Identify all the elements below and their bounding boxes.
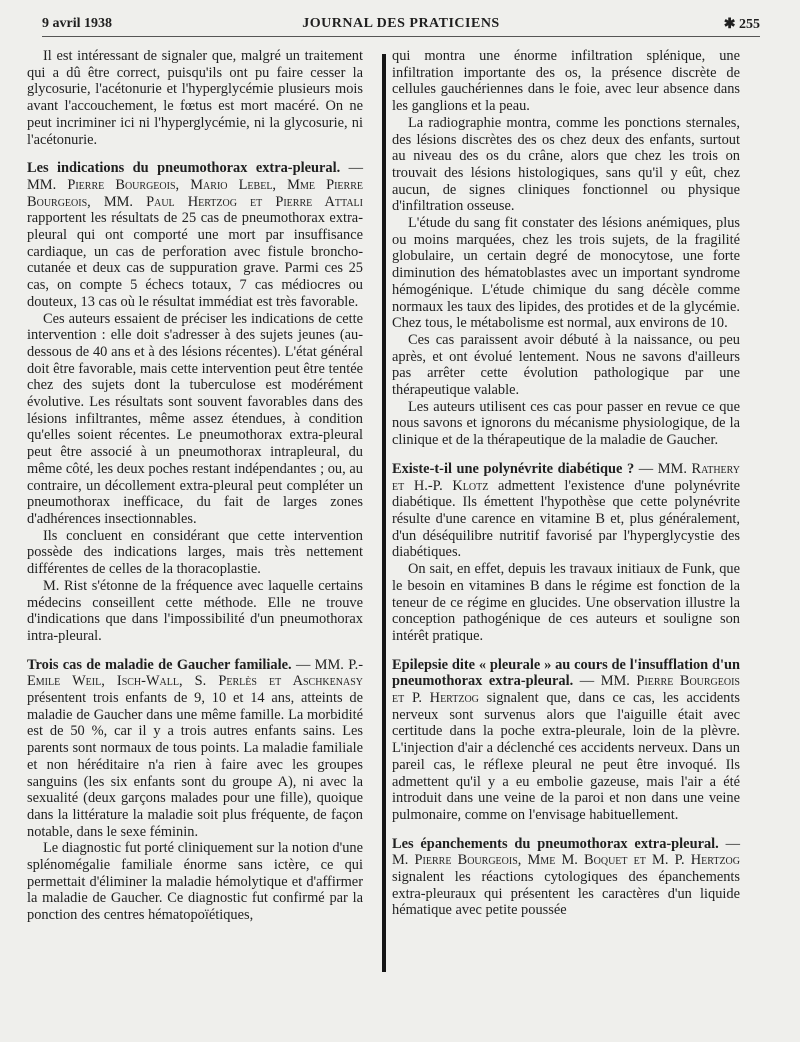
header-rule xyxy=(42,36,760,37)
column-divider xyxy=(382,54,386,972)
section-title: Epilepsie dite « pleurale » au cours de l'insufflation d'un pneumothorax extra-pleural. xyxy=(392,656,740,690)
section-effusions xyxy=(392,836,740,920)
paragraph: M. Rist s'étonne de la fréquence avec laquelle certains médecins conseillent cette méthode. Elle ne trouve d'indications que dans l'impossibilité d'un pneumothorax intra-pleural. xyxy=(27,577,363,644)
header-journal-title: JOURNAL DES PRATICIENS xyxy=(302,16,500,31)
section-authors: — MM. Pierre Bourgeois et P. Hertzog xyxy=(392,673,740,707)
paragraph: Ils concluent en considérant que cette intervention possède des indications larges, mais très nettement différentes de celles de la thoracoplastie. xyxy=(27,527,363,578)
paragraph: Le diagnostic fut porté cliniquement sur la notion d'une splénomégalie familiale énorme sans ictère, ce qui permettait d'éliminer la maladie hémolytique et d'affirmer la maladie de Gaucher. Ce diagnostic fut confirmé par la ponction des centres hématopoïétiques, xyxy=(27,840,363,924)
page-number: 255 xyxy=(739,17,760,32)
running-header xyxy=(42,12,760,36)
intro-paragraph: Il est intéressant de signaler que, malgré un traitement qui a dû être correct, puisqu'ils ont pu faire cesser la glycosurie, l'acétonurie et l'hyperglycémie plusieurs mois avant l'accouchement, le fœtus est mort macéré. On ne peut incriminer ici ni l'hyperglycémie, ni la glycosurie, ni l'acétonurie. xyxy=(27,48,363,148)
paragraph: Les auteurs utilisent ces cas pour passer en revue ce que nous savons et ignorons du mécanisme physiologique, de la clinique et de la thérapeutique de la maladie de Gaucher. xyxy=(392,398,740,449)
page-mark-icon: ✱ xyxy=(723,17,736,32)
header-page-number xyxy=(724,16,760,33)
section-title: Les épanchements du pneumothorax extra-pleural. xyxy=(392,835,719,852)
section-gaucher xyxy=(27,657,363,924)
section-title: Existe-t-il une polynévrite diabétique ? xyxy=(392,460,635,477)
paragraph: qui montra une énorme infiltration splénique, une infiltration importante des os, la présence discrète de cellules gauchériennes dans le foie, avec leur absence dans les ganglions et la peau. xyxy=(392,48,740,115)
right-column xyxy=(392,48,740,919)
paragraph: L'étude du sang fit constater des lésions anémiques, plus ou moins marquées, chez les trois sujets, de la fragilité globulaire, un certain degré de monocytose, une forte diminution des hématoblastes avec un important syndrome hémogénique. L'étude chimique du sang décèle comme normaux les taux des lipides, des protides et de la glycémie. Chez tous, le métabolisme est normal, aux environs de 10. xyxy=(392,215,740,332)
section-body: admettent l'existence d'une polynévrite diabétique. Ils émettent l'hypothèse que cette polynévrite résulte d'une carence en vitamine B et, plus généralement, d'un déséquilibre nutritif favorisé par l'hyperglycystie des diabétiques. xyxy=(392,477,741,561)
section-authors: — M. Pierre Bourgeois, Mme M. Boquet et M. P. Hertzog xyxy=(392,835,740,869)
section-authors: — MM. P.-Emile Weil, Isch-Wall, S. Perlès et Aschkenasy xyxy=(27,656,363,690)
section-authors: — MM. Rathery et H.-P. Klotz xyxy=(392,460,740,494)
section-title: Les indications du pneumothorax extra-pleural. xyxy=(27,160,341,177)
section-extra-pleural-indications xyxy=(27,160,363,644)
section-body: présentent trois enfants de 9, 10 et 14 ans, atteints de maladie de Gaucher dans une même famille. La morbidité est de 50 %, car il y a trois autres enfants sains. Les parents sont normaux de tous points. La maladie familiale et non héréditaire n'a rien à faire avec les groupes sanguins (les six enfants sont du groupe A), ni avec la sexualité (deux garçons malades pour une fille), quoique dans la littérature la maladie soit plus fréquente, de façon notable, dans le sexe féminin. xyxy=(27,690,363,840)
header-date: 9 avril 1938 xyxy=(42,16,112,31)
paragraph: La radiographie montra, comme les ponctions sternales, des lésions discrètes des os chez deux des enfants, surtout au niveau des os du crâne, alors que chez les trois on trouvait des lésions histologiques, sans qu'il y eût, chez aucun, de signes cliniques fonctionnel ou physique d'infiltration osseuse. xyxy=(392,114,740,215)
section-title: Trois cas de maladie de Gaucher familiale. xyxy=(27,656,292,673)
paragraph: Ces auteurs essaient de préciser les indications de cette intervention : elle doit s'adresser à des sujets jeunes (au-dessous de 40 ans et à des lésions récentes). L'état général doit être favorable, mais cette intervention peut être tentée chez des sujets dont la tuberculose est modérément évolutive. Les résultats sont souvent favorables dans des lésions infiltrantes, même assez étendues, à condition qu'elles soient récentes. Le pneumothorax extra-pleural peut être associé à un pneumothorax intrapleural, du même côté, les deux poches restant indépendantes ; ou, au contraire, un décollement extra-pleural peut compléter un pneumothorax inefficace, du fait de larges zones d'adhérences insectionnables. xyxy=(27,310,363,527)
section-body: rapportent les résultats de 25 cas de pneumothorax extra-pleural qui ont comporté une mort par insuffisance cardiaque, un cas de perforation avec fistule broncho-cutanée et deux cas de suppuration grave. Parmi ces 25 cas, on compte 5 échecs totaux, 7 cas médiocres ou douteux, 13 cas où le résultat immédiat est très favorable. xyxy=(27,210,363,310)
paragraph: Ces cas paraissent avoir débuté à la naissance, ou peu après, et ont évolué lentement. Nous ne savons d'ailleurs pas arrêter cette évolution pathologique par une thérapeutique valable. xyxy=(392,331,740,399)
section-body: signalent que, dans ce cas, les accidents nerveux sont survenus alors que l'aiguille était avec certitude dans la poche extra-pleurale, loin de la plèvre. L'injection d'air a déclenché ces accidents nerveux. Dans un pareil cas, le réflexe pleural ne peut être invoqué. Ils admettent qu'il y a eu embolie gazeuse, mais l'air a été introduit dans une veine de la paroi et non dans une veine pulmonaire, comme on l'envisage habituellement. xyxy=(392,690,740,823)
section-body: signalent les réactions cytologiques des épanchements extra-pleuraux qui présentent les caractères d'un liquide hématique avec petite poussée xyxy=(392,869,740,919)
section-authors: — MM. Pierre Bourgeois, Mario Lebel, Mme Pierre Bourgeois, MM. Paul Hertzog et Pierre Attali xyxy=(27,160,363,210)
paragraph: On sait, en effet, depuis les travaux initiaux de Funk, que le besoin en vitamines B dans le régime est fonction de la teneur de ce régime en glucides. Une observation illustre la conception pathogénique de ces auteurs et souligne son intérêt pratique. xyxy=(392,561,740,644)
left-column xyxy=(27,48,363,924)
section-diabetic-polyneuritis xyxy=(392,461,740,645)
section-pleural-epilepsy xyxy=(392,657,740,824)
